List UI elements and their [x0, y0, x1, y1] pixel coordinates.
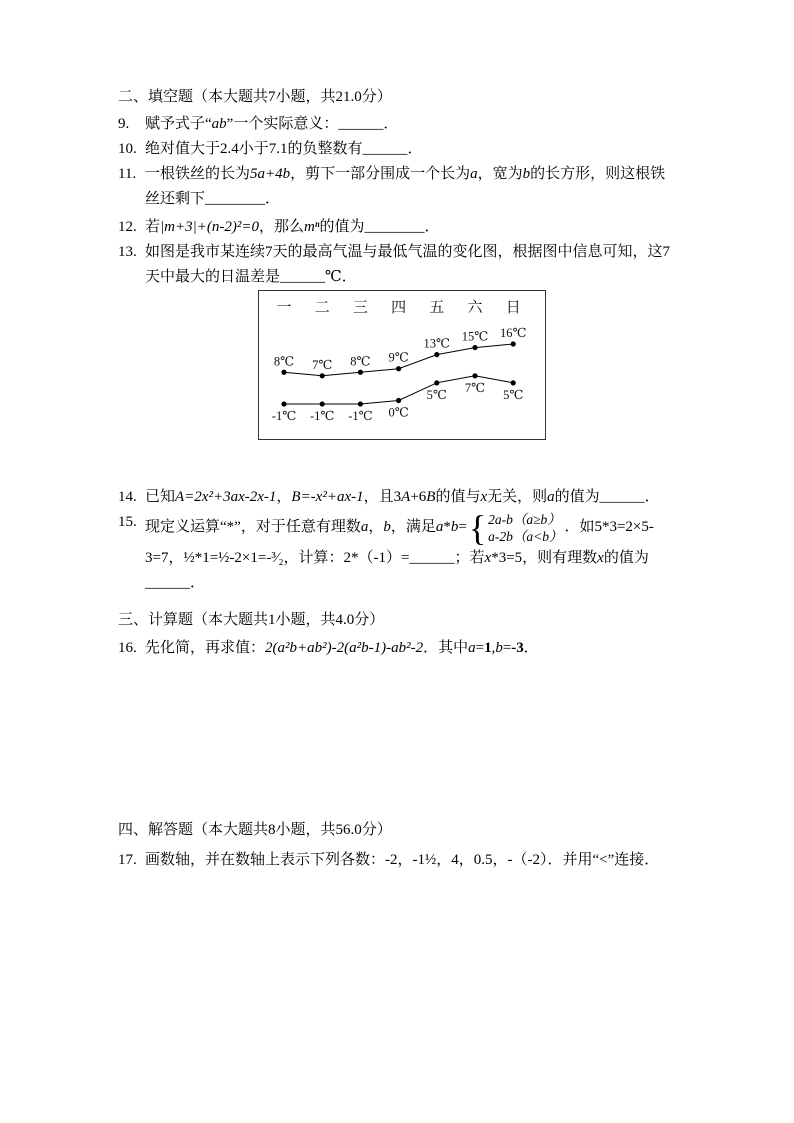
chart-canvas: [259, 291, 545, 439]
svg-text:8℃: 8℃: [273, 354, 295, 369]
piecewise-rows: [488, 511, 562, 545]
question-9: [118, 112, 678, 137]
svg-text:7℃: 7℃: [464, 380, 486, 395]
svg-text:二: 二: [314, 300, 330, 316]
svg-text:9℃: 9℃: [388, 350, 409, 365]
svg-text:-1℃: -1℃: [271, 409, 297, 424]
question-17-text: 画数轴，并在数轴上表示下列各数：-2，-1½，4，0.5，-（-2）．并用“<”连接．: [145, 852, 660, 868]
piecewise-case-2: a-2b（a<b）: [488, 529, 563, 544]
svg-text:日: 日: [505, 300, 521, 316]
question-13-text: 如图是我市某连续7天的最高气温与最低气温的变化图，根据图中信息可知，这7天中最大的日温差是______℃．: [145, 244, 671, 285]
section-4-header: 四、解答题（本大题共8小题，共56.0分）: [118, 822, 392, 838]
question-16: [118, 636, 678, 661]
question-17: [118, 848, 678, 873]
question-12: [118, 215, 678, 240]
page-content: [118, 86, 678, 873]
svg-text:四: 四: [391, 300, 407, 316]
question-10-number: 10.: [118, 141, 137, 157]
question-16-number: 16.: [118, 640, 137, 656]
svg-text:六: 六: [467, 300, 483, 316]
question-11-text: 一根铁丝的长为5a+4b，剪下一部分围成一个长为a，宽为b的长方形，则这根铁丝还剩下________．: [145, 166, 666, 207]
svg-text:7℃: 7℃: [312, 357, 333, 372]
question-11: [118, 162, 678, 212]
svg-text:15℃: 15℃: [461, 329, 489, 344]
question-14: [118, 485, 678, 510]
question-14-number: 14.: [118, 489, 137, 505]
question-13-number: 13.: [118, 244, 137, 260]
section-2-header: 二、填空题（本大题共7小题，共21.0分）: [118, 89, 392, 105]
svg-text:三: 三: [352, 300, 368, 316]
question-13: [118, 240, 678, 290]
question-12-number: 12.: [118, 219, 137, 235]
left-brace: {: [468, 508, 487, 548]
svg-text:5℃: 5℃: [426, 387, 447, 402]
svg-text:5℃: 5℃: [503, 387, 524, 402]
section-3-header: 三、计算题（本大题共1小题，共4.0分）: [118, 612, 385, 628]
svg-text:8℃: 8℃: [350, 354, 371, 369]
svg-text:-1℃: -1℃: [309, 409, 335, 424]
svg-text:一: 一: [276, 300, 292, 316]
question-16-text: 先化简，再求值：2(a²b+ab²)-2(a²b-1)-ab²-2．其中a=1,b=-3．: [145, 640, 539, 656]
svg-text:-1℃: -1℃: [348, 409, 373, 424]
question-15: [118, 510, 678, 596]
svg-text:16℃: 16℃: [499, 326, 527, 341]
question-15-post: ．如5*3=2×5-3=7，½*1=½-2×1=-³⁄₂，计算：2*（-1）=______；若x*3=5，则有理数x的值为______．: [145, 519, 654, 591]
question-14-text: 已知A=2x²+3ax-2x-1，B=-x²+ax-1，且3A+6B的值与x无关，则a的值为______．: [145, 489, 660, 505]
question-12-text: 若|m+3|+(n-2)²=0，那么mⁿ的值为________．: [145, 219, 440, 235]
piecewise-definition: [469, 510, 563, 546]
question-15-number: 15.: [118, 514, 137, 530]
svg-text:五: 五: [429, 300, 445, 316]
svg-text:13℃: 13℃: [423, 336, 451, 351]
question-9-text: 赋予式子“ab”一个实际意义：______．: [145, 116, 399, 132]
svg-text:0℃: 0℃: [388, 405, 409, 420]
piecewise-case-1: 2a-b（a≥b）: [488, 512, 561, 527]
question-10-text: 绝对值大于2.4小于7.1的负整数有______．: [145, 141, 423, 157]
question-9-number: 9.: [118, 116, 130, 132]
temperature-line-chart: [258, 290, 546, 440]
question-15-pre: 现定义运算“*”，对于任意有理数a，b，满足a*b=: [145, 519, 467, 536]
question-17-number: 17.: [118, 852, 137, 868]
question-10: [118, 137, 678, 162]
question-15-text: [145, 508, 654, 591]
question-11-number: 11.: [118, 166, 137, 182]
